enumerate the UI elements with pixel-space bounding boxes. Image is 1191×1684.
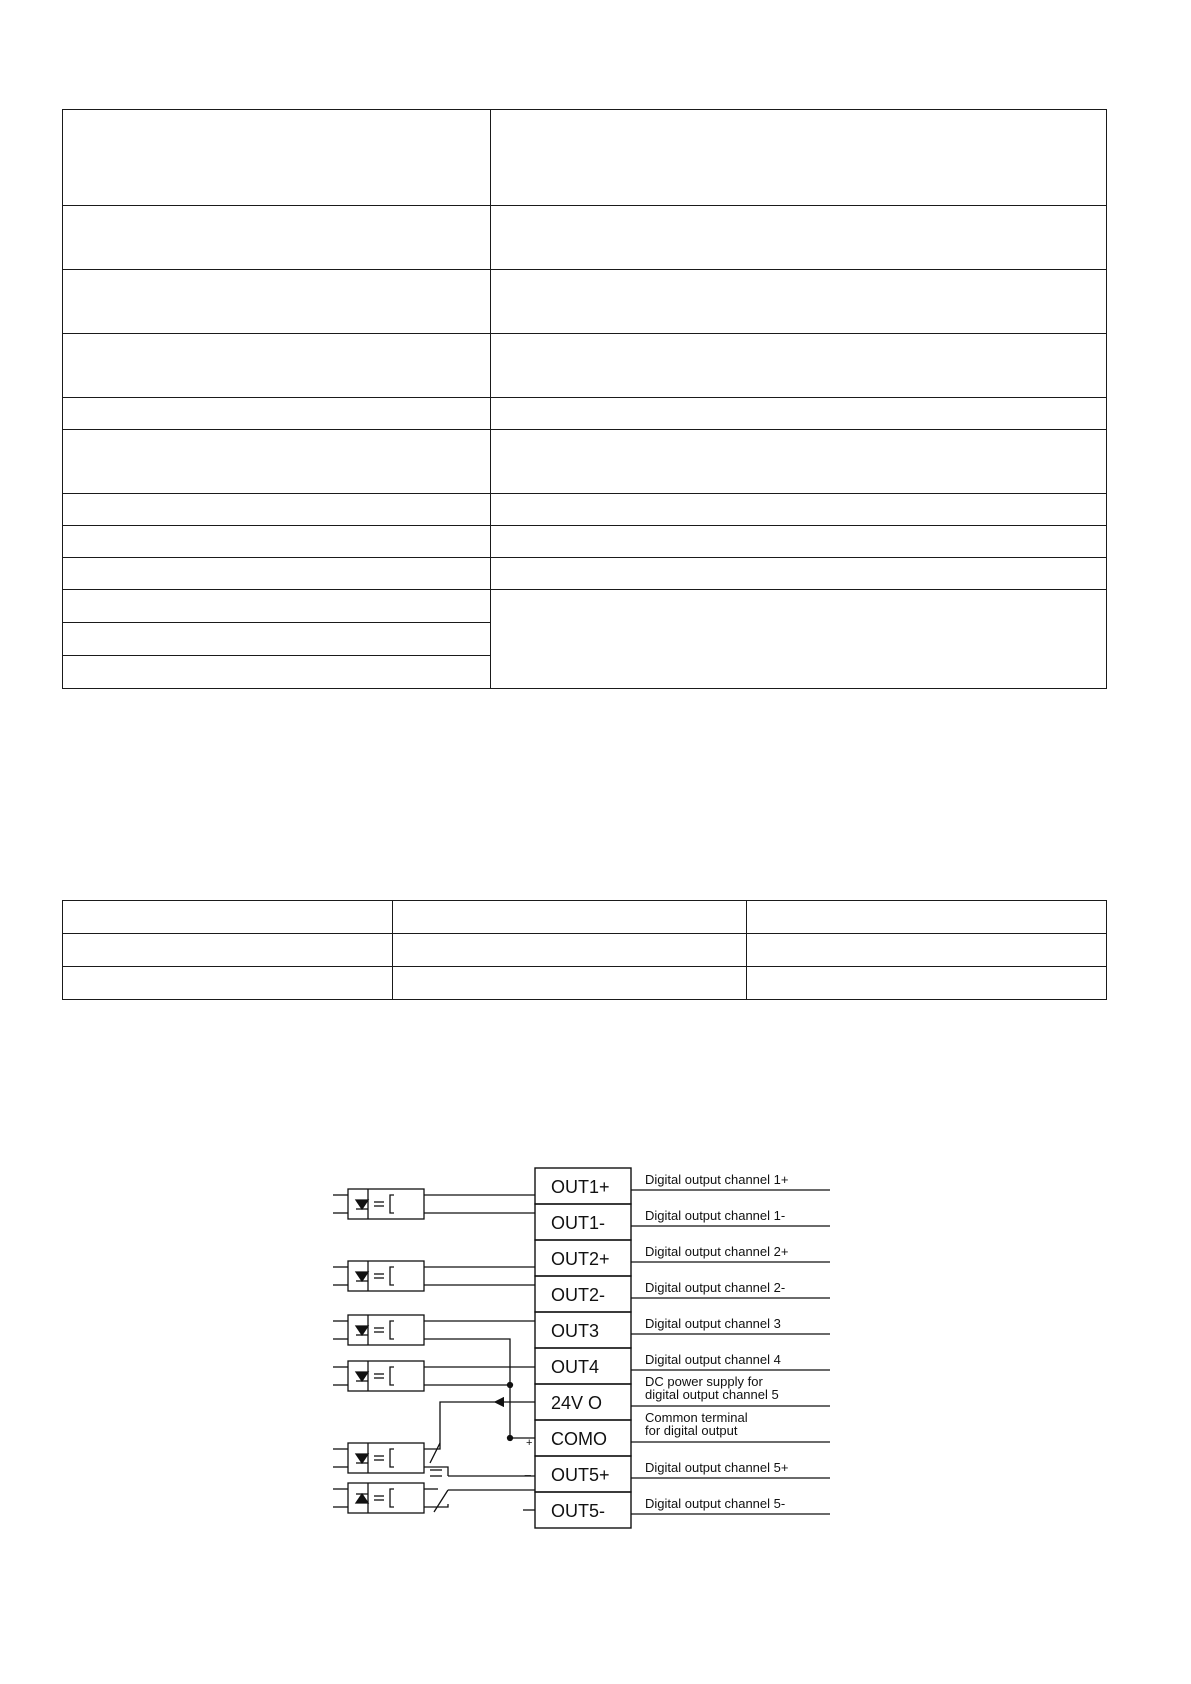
- table-cell: [393, 901, 747, 934]
- out5-plus-polarity: +: [526, 1437, 533, 1449]
- terminal-label: COMO: [551, 1429, 607, 1449]
- channel-description: Digital output channel 5-: [645, 1496, 786, 1511]
- table-cell: [747, 934, 1107, 967]
- parameter-table: [62, 109, 1107, 689]
- table-row: [63, 967, 1107, 1000]
- table-cell: [491, 558, 1107, 590]
- table-cell: [63, 558, 491, 590]
- table-cell: [63, 656, 491, 689]
- terminal-label: OUT2+: [551, 1249, 610, 1269]
- table-cell: [491, 494, 1107, 526]
- table-row: [63, 558, 1107, 590]
- terminal-label: OUT5-: [551, 1501, 605, 1521]
- table-cell: [491, 206, 1107, 270]
- digital-output-wiring-diagram: [330, 1150, 850, 1530]
- table-cell: [63, 334, 491, 398]
- optocoupler-icon: [333, 1483, 424, 1513]
- terminal-label: OUT4: [551, 1357, 600, 1377]
- table-cell: [393, 934, 747, 967]
- channel-descriptions: [645, 1172, 788, 1511]
- table-cell: [491, 398, 1107, 430]
- table-row: [63, 934, 1107, 967]
- table-cell: [491, 590, 1107, 689]
- table-cell: [63, 206, 491, 270]
- optocoupler-icon: [333, 1315, 424, 1345]
- channel-description: Digital output channel 1+: [645, 1172, 789, 1187]
- table-row: [63, 590, 1107, 623]
- table-cell: [63, 934, 393, 967]
- out5-minus-polarity: −: [524, 1468, 532, 1483]
- table-cell: [747, 967, 1107, 1000]
- optocoupler-icon: [333, 1443, 424, 1473]
- table-cell: [63, 494, 491, 526]
- channel-description: DC power supply for: [645, 1374, 763, 1389]
- channel-description: Digital output channel 4: [645, 1352, 781, 1367]
- table-row: [63, 270, 1107, 334]
- terminal-label: OUT5+: [551, 1465, 610, 1485]
- table-cell: [63, 590, 491, 623]
- table-cell: [63, 430, 491, 494]
- channel-description: Digital output channel 2+: [645, 1244, 789, 1259]
- table-row: [63, 494, 1107, 526]
- terminal-label: OUT3: [551, 1321, 600, 1341]
- optocoupler-icon: [333, 1261, 424, 1291]
- terminal-label: OUT1-: [551, 1213, 605, 1233]
- table-cell: [491, 526, 1107, 558]
- table-cell: [63, 398, 491, 430]
- channel-description: digital output channel 5: [645, 1387, 779, 1402]
- table-cell: [491, 334, 1107, 398]
- terminal-label: 24V O: [551, 1393, 603, 1413]
- table-cell: [491, 270, 1107, 334]
- channel-description: Digital output channel 3: [645, 1316, 781, 1331]
- channel-description: for digital output: [645, 1423, 738, 1438]
- table-cell: [63, 901, 393, 934]
- table-cell: [63, 623, 491, 656]
- table-cell: [63, 967, 393, 1000]
- table-row: [63, 430, 1107, 494]
- table-row: [63, 398, 1107, 430]
- table-cell: [491, 430, 1107, 494]
- channel-description: Digital output channel 1-: [645, 1208, 786, 1223]
- table-cell: [63, 270, 491, 334]
- table-row: [63, 526, 1107, 558]
- table-cell: [63, 110, 491, 206]
- table-row: [63, 334, 1107, 398]
- terminal-label: OUT1+: [551, 1177, 610, 1197]
- table-row: [63, 110, 1107, 206]
- table-row: [63, 206, 1107, 270]
- table-cell: [491, 110, 1107, 206]
- summary-table: [62, 900, 1107, 1000]
- optocoupler-icon: [333, 1361, 424, 1391]
- table-cell: [747, 901, 1107, 934]
- channel-description: Common terminal: [645, 1410, 748, 1425]
- table-cell: [63, 526, 491, 558]
- optocouplers: [333, 1189, 424, 1513]
- optocoupler-icon: [333, 1189, 424, 1219]
- terminal-labels: [551, 1177, 610, 1521]
- channel-description: Digital output channel 5+: [645, 1460, 789, 1475]
- table-row: [63, 901, 1107, 934]
- channel-description: Digital output channel 2-: [645, 1280, 786, 1295]
- terminal-label: OUT2-: [551, 1285, 605, 1305]
- table-cell: [393, 967, 747, 1000]
